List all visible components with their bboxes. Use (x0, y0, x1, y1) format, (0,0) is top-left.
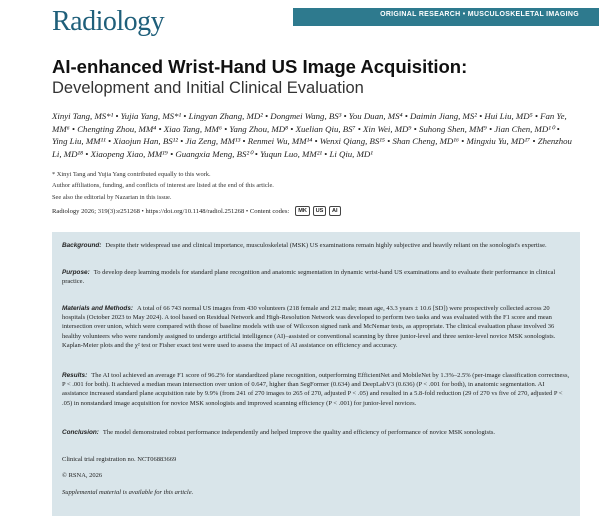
article-subtitle: Development and Initial Clinical Evaluation (52, 79, 364, 97)
section-text: The AI tool achieved an average F1 score of 96.2% for standardized plane recognition, outperforming EfficientNet and MobileNet by 1.3%–2.5% (per-image classification correctness, P < .001 for both). It achieved a median mean intersection over union of 0.647, higher than SegFormer (0.634) and DeepLabV3 (0.636) (P < .001 for both), in anatomic segmentation. AI assistance increased standard plane acquisition rate by 9.9% (from 241 of 270 images to 265 of 270, adjusted P < .05) and resulted in a 5.8-fold reduction (29 of 270 vs five of 270, adjusted P < .05) in nonstandard image acquisition for novice MSK sonologists and improved scanning efficiency (P < .001) for junior-level novices. (62, 372, 570, 407)
abstract-conclusion (62, 428, 570, 437)
section-text: To develop deep learning models for standard plane recognition and anatomic segmentation in dynamic wrist-hand US examinations and to evaluate their performance in clinical practice. (62, 269, 556, 286)
abstract-box (52, 232, 580, 516)
section-label: Materials and Methods: (62, 305, 134, 312)
author-list: Xinyi Tang, MS*¹ • Yujia Yang, MS*¹ • Lingyan Zhang, MD² • Dongmei Wang, BS³ • You Duan, MS⁴ • Daimin Jiang, MS² • Hui Liu, MD⁵ • Fan Ye, MM⁶ • Chengting Zhou, MM⁴ • Xiao Tang, MM⁶ • Yang Zhou, MD⁸ • Xuelian Qiu, BS⁷ • Xin Wei, MD⁹ • Suhong Shen, MM⁹ • Jian Chen, MD¹⁰ • Ying Liu, MM¹¹ • Xiaojun Han, BS¹² • Jia Zeng, MM¹³ • Renmei Wu, MM¹⁴ • Wenxi Qiang, BS¹⁵ • Shan Cheng, MD¹⁶ • Mingxiu Yu, MD¹⁷ • Zhenzhou Li, MD¹⁸ • Xiaopeng Xiao, MM¹⁹ • Guangxia Meng, BS²⁰ • Yuqun Luo, MM²¹ • Li Qiu, MD¹ (52, 111, 572, 159)
section-label: ORIGINAL RESEARCH • MUSCULOSKELETAL IMAGING (380, 11, 579, 18)
trial-registration: Clinical trial registration no. NCT06883669 (62, 456, 177, 463)
abstract-purpose (62, 268, 570, 286)
content-code-badge: AI (329, 206, 341, 216)
abstract-methods (62, 304, 570, 350)
section-band (293, 8, 599, 26)
affiliations-note: Author affiliations, funding, and conflicts of interest are listed at the end of this article. (52, 182, 274, 189)
section-text: The model demonstrated robust performance independently and helped improve the quality and efficiency of performance of novice MSK sonologists. (102, 429, 496, 436)
journal-logo[interactable]: Radiology (52, 6, 165, 37)
editorial-note: See also the editorial by Nazarian in this issue. (52, 194, 172, 201)
section-label: Purpose: (62, 269, 90, 276)
copyright: © RSNA, 2026 (62, 472, 103, 479)
citation-text[interactable]: Radiology 2026; 319(3):e251268 • https://doi.org/10.1148/radiol.251268 • Content codes: (52, 207, 290, 215)
section-text: A total of 66 743 normal US images from 430 volunteers (218 female and 212 male; mean age, 43.3 years ± 10.6 [SD]) were prospectively collected across 20 hospitals (October 2023 to May 2024). A tool based on Residual Network and High-Resolution Network was developed to perform two tasks and was evaluated with the F1 score and mean intersection over union, which were compared with those of baseline models with use of Wilcoxon signed rank and McNemar tests, as appropriate. The clinical evaluation phase involved 36 healthy volunteers who were randomly assigned to undergo artificial intelligence (AI)–assisted or conventional scanning by three junior-level and three senior-level novice MSK sonologists. Kaplan-Meier plots and the χ² test or Fisher exact test were used to assess the impact of AI assistance on efficiency and accuracy. (62, 305, 556, 349)
equal-contribution-note: * Xinyi Tang and Yujia Yang contributed equally to this work. (52, 171, 211, 178)
section-label: Results: (62, 372, 88, 379)
article-title: AI-enhanced Wrist-Hand US Image Acquisition: (52, 56, 468, 77)
supplemental-note: Supplemental material is available for this article. (62, 489, 194, 496)
section-label: Background: (62, 242, 102, 249)
section-text: Despite their widespread use and clinical importance, musculoskeletal (MSK) US examinations remain highly subjective and heavily reliant on the sonologist's expertise. (105, 242, 547, 249)
abstract-results (62, 371, 570, 408)
content-code-badge: MK (295, 206, 310, 216)
abstract-background (62, 241, 570, 250)
content-codes (295, 206, 341, 216)
citation-line (52, 206, 572, 216)
section-label: Conclusion: (62, 429, 99, 436)
content-code-badge: US (313, 206, 327, 216)
journal-header (0, 0, 599, 40)
